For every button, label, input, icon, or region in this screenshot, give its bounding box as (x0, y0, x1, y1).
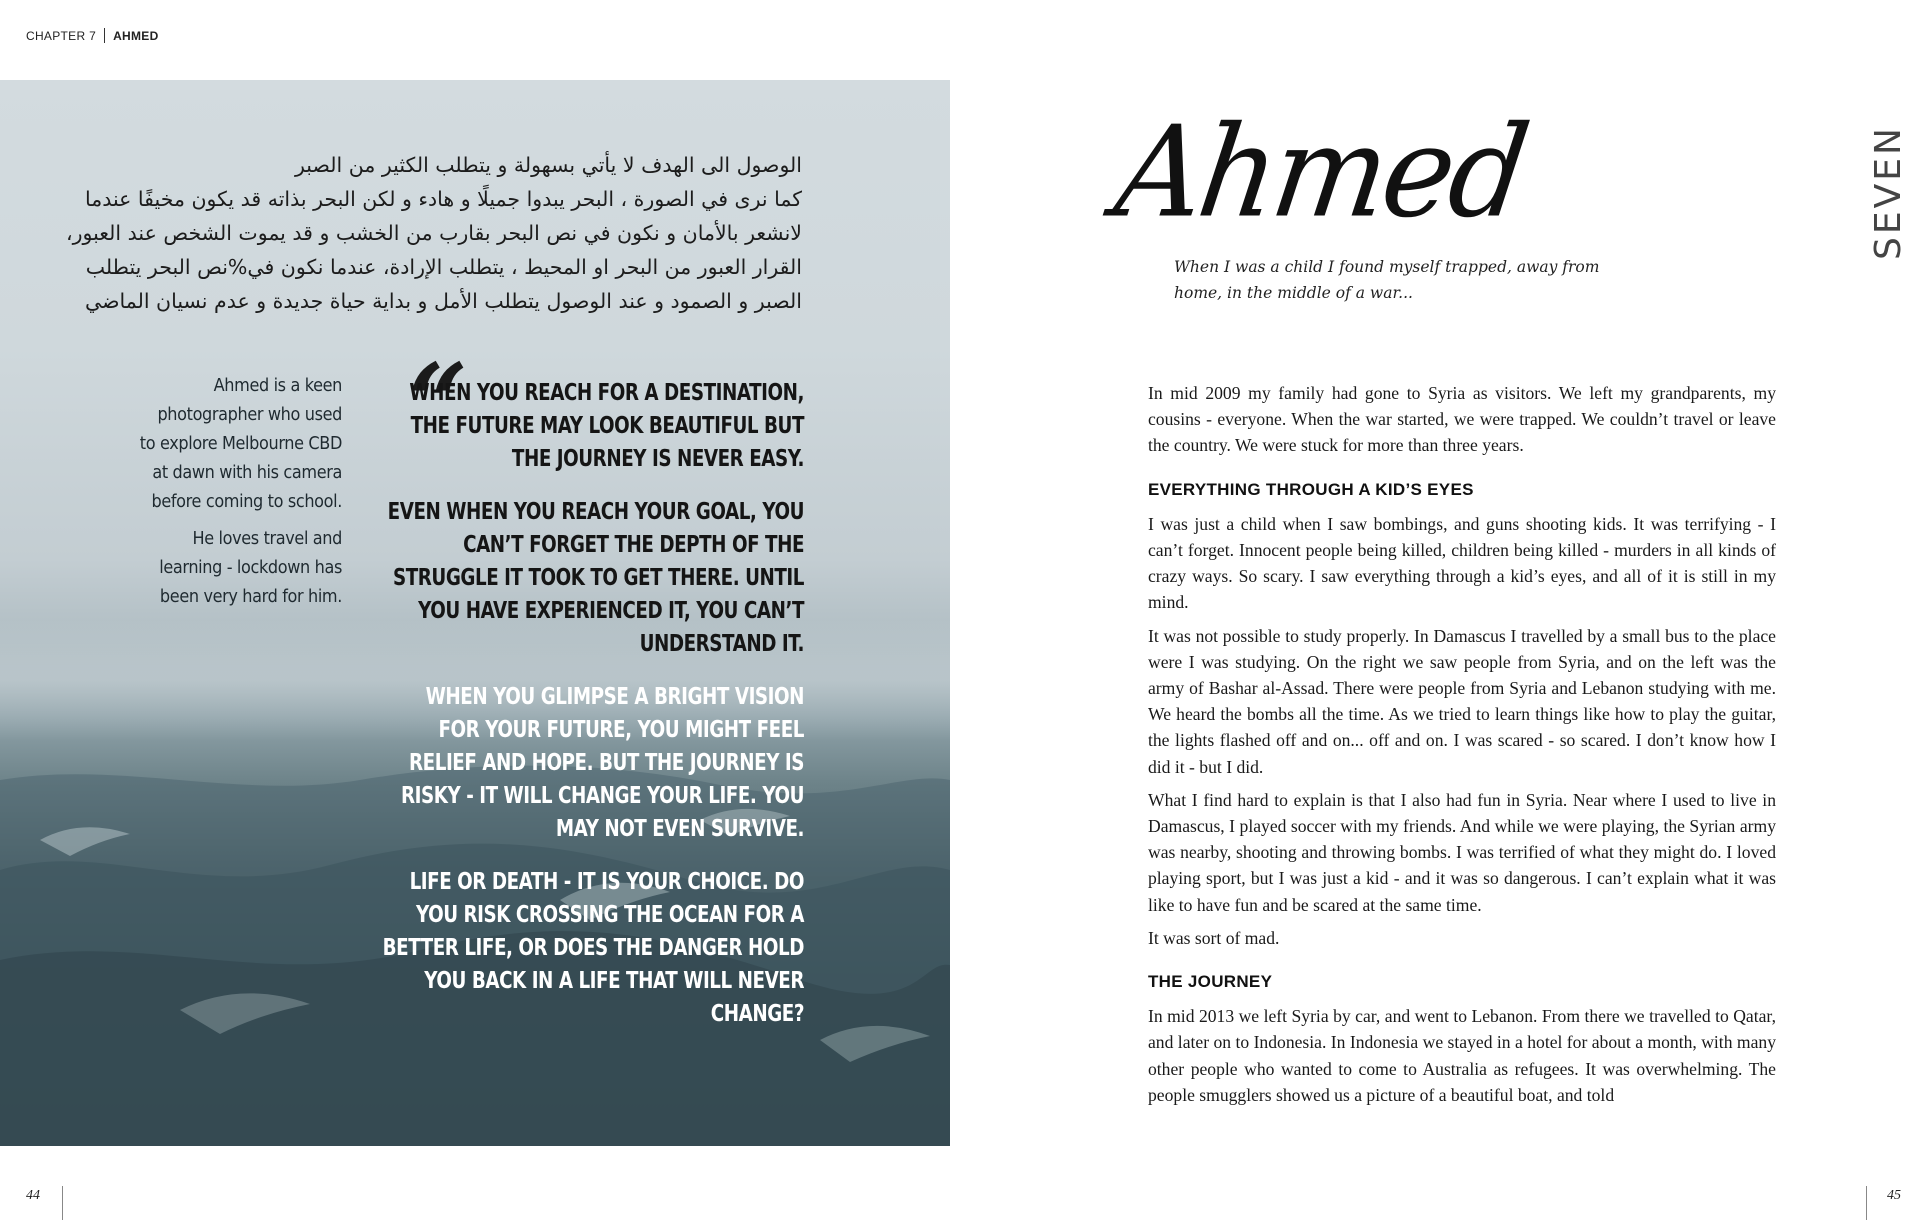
chapter-word-vertical: SEVEN (1868, 125, 1909, 260)
pull-quote (380, 340, 804, 1050)
footer-rule-left (62, 1186, 63, 1220)
quote-paragraph: EVEN WHEN YOU REACH YOUR GOAL, YOU CAN’T FORGET THE DEPTH OF THE STRUGGLE IT TOOK TO GET THERE. UNTIL YOU HAVE EXPERIENCED IT, YOU CAN’T UNDERSTAND IT. (387, 497, 804, 657)
body-paragraph: I was just a child when I saw bombings, and guns shooting kids. It was terrifying - I can’t forget. Innocent people being killed, children being killed - murders in all kinds of crazy ways. So scary. I saw everything through a kid’s eyes, and all of it is still in my mind. (1148, 513, 1776, 613)
page-number-right: 45 (1887, 1188, 1901, 1203)
script-title-text: Ahmed (1107, 100, 1534, 246)
body-paragraph: It was not possible to study properly. In Damascus I travelled by a small bus to the place were I was studying. On the right we saw people from Syria, and on the left was the army of Bashar al-Assad. There were people from Syria and Lebanon studying with me. We heard the bombs all the time. As we tried to learn things like how to play the guitar, the lights flashed off and on... off and on. I was scared - so scared. I don’t know how I did it - but I did. (1148, 625, 1776, 777)
running-head (26, 28, 159, 43)
section-heading: THE JOURNEY (1148, 972, 1273, 992)
page-number-left: 44 (26, 1188, 40, 1203)
bio-paragraph: Ahmed is a keen photographer who used to explore Melbourne CBD at dawn with his camera before coming to school. (139, 376, 342, 512)
header-separator (104, 28, 105, 43)
arabic-line: لانشعر بالأمان و نكون في نص البحر بقارب من الخشب و قد يموت الشخص عند العبور، (66, 221, 802, 245)
quote-mark-icon: “ (408, 340, 458, 463)
section-heading: EVERYTHING THROUGH A KID’S EYES (1148, 479, 1474, 499)
arabic-line: القرار العبور من البحر او المحيط ، يتطلب الإرادة، عندما نكون في%نص البحر يتطلب (85, 255, 802, 279)
quote-paragraph: WHEN YOU REACH FOR A DESTINATION, THE FUTURE MAY LOOK BEAUTIFUL BUT THE JOURNEY IS NEVER EASY. (409, 378, 804, 472)
body-paragraph: In mid 2013 we left Syria by car, and went to Lebanon. From there we travelled to Qatar, and later on to Indonesia. In Indonesia we stayed in a hotel for about a month, with many other people who wanted to come to Australia as refugees. It was overwhelming. The people smugglers showed us a picture of a beautiful boat, and told (1148, 1006, 1776, 1105)
quote-paragraph: WHEN YOU GLIMPSE A BRIGHT VISION FOR YOUR FUTURE, YOU MIGHT FEEL RELIEF AND HOPE. BUT THE JOURNEY IS RISKY - IT WILL CHANGE YOUR LIFE. YOU MAY NOT EVEN SURVIVE. (401, 682, 804, 842)
body-paragraph: It was sort of mad. (1148, 927, 1280, 948)
sea-photo-panel (0, 80, 950, 1146)
intro-text: When I was a child I found myself trapped, away from home, in the middle of a war... (1174, 258, 1600, 302)
bio-paragraph: He loves travel and learning - lockdown has been very hard for him. (159, 529, 342, 607)
body-paragraph: What I find hard to explain is that I also had fun in Syria. Near where I used to live in Damascus, I played soccer with my friends. And while we were playing, the Syrian army was nearby, shooting and throwing bombs. I was terrified of what they might do. I loved playing sport, but I was just a kid - and it was so dangerous. I can’t explain what it was like to have fun and be scared at the same time. (1148, 789, 1776, 915)
chapter-label: CHAPTER 7 (26, 28, 97, 43)
story-body (1148, 380, 1776, 1115)
script-title (1107, 100, 1533, 246)
arabic-poem (40, 148, 802, 318)
quote-paragraph: LIFE OR DEATH - IT IS YOUR CHOICE. DO YOU RISK CROSSING THE OCEAN FOR A BETTER LIFE, OR DOES THE DANGER HOLD YOU BACK IN A LIFE THAT WILL NEVER CHANGE? (382, 867, 804, 1027)
footer-rule-right (1866, 1186, 1867, 1220)
arabic-line: كما نرى في الصورة ، البحر يبدوا جميلًا و هادء و لكن البحر بذاته قد يكون مخيفًا عندما (85, 187, 802, 211)
arabic-line: الوصول الى الهدف لا يأتي بسهولة و يتطلب الكثير من الصبر (295, 153, 802, 177)
author-bio (138, 372, 342, 620)
body-paragraph: In mid 2009 my family had gone to Syria as visitors. We left my grandparents, my cousins - everyone. When the war started, we were trapped. We couldn’t travel or leave the country. We were stuck for more than three years. (1148, 383, 1776, 456)
arabic-line: الصبر و الصمود و عند الوصول يتطلب الأمل و بداية حياة جديدة و عدم نسيان الماضي (84, 289, 802, 313)
chapter-name: AHMED (113, 28, 159, 43)
